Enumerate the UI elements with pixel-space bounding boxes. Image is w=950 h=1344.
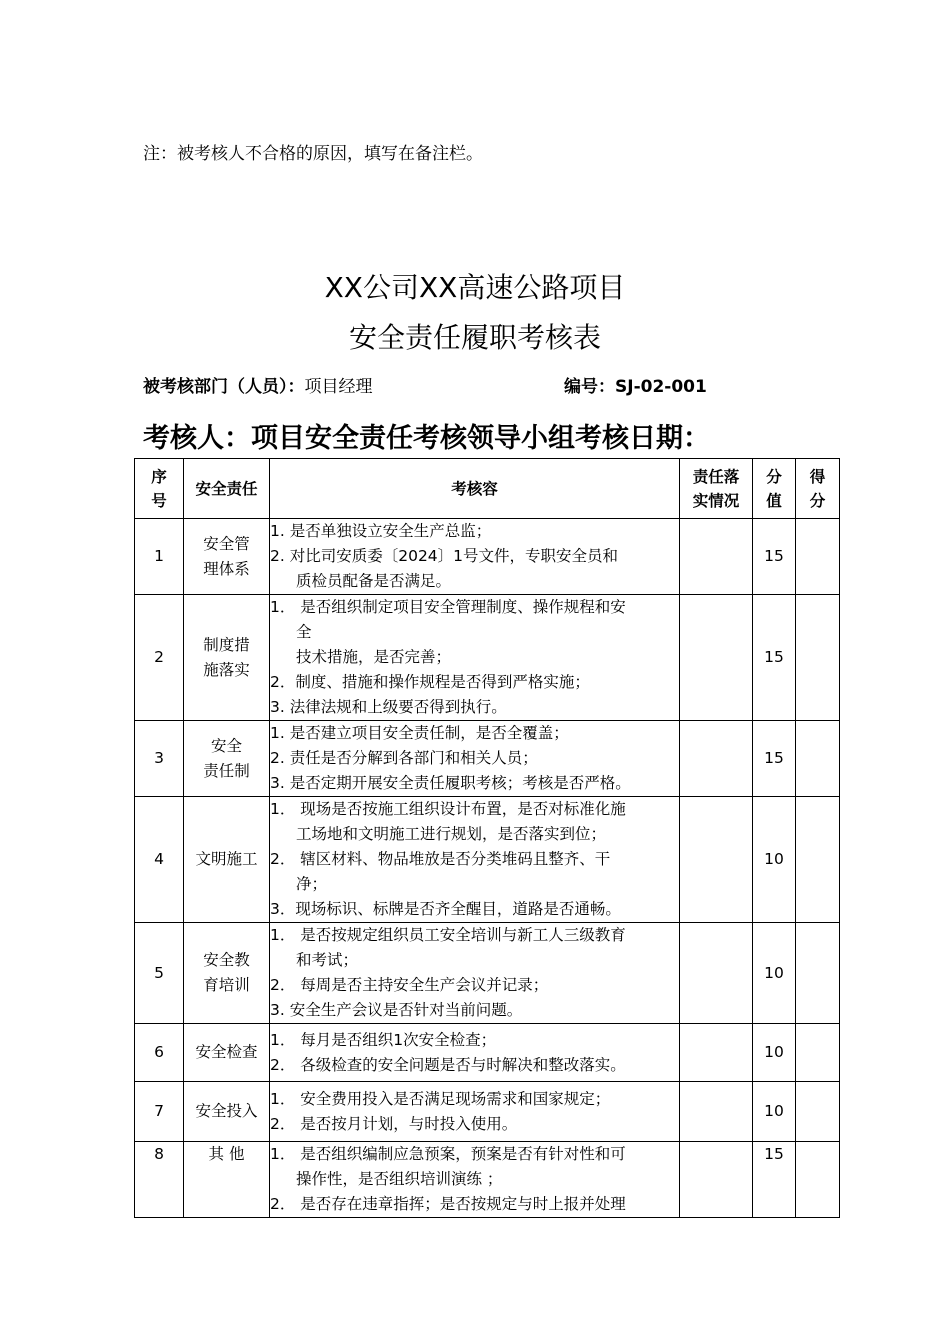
content-line: 2． 是否存在违章指挥；是否按规定与时上报并处理 [270,1195,626,1213]
content-line: 3. 法律法规和上级要否得到执行。 [270,698,507,716]
score-got-cell[interactable] [796,797,840,923]
content-line: 技术措施，是否完善； [296,648,452,666]
row-content [270,1142,680,1218]
row-duty: 安全管 理体系 [184,519,270,595]
content-line: 2． 各级检查的安全问题是否与时解决和整改落实。 [270,1055,626,1074]
score-got-cell[interactable] [796,1142,840,1218]
content-line: 全 [296,623,312,641]
footnote: 注：被考核人不合格的原因，填写在备注栏。 [143,144,483,164]
row-duty: 制度措 施落实 [184,595,270,721]
row-seq: 2 [135,595,184,721]
content-line: 1． 是否组织制定项目安全管理制度、操作规程和安 [270,598,626,616]
implementation-cell[interactable] [680,1082,753,1142]
header-implementation: 责任落 实情况 [680,459,753,519]
row-content [270,595,680,721]
department-label: 被考核部门（人员）： [143,377,305,397]
content-line: 工场地和文明施工进行规划，是否落实到位； [296,825,607,843]
score-value: 10 [753,923,796,1024]
score-got-cell[interactable] [796,923,840,1024]
content-line: 1． 现场是否按施工组织设计布置，是否对标准化施 [270,800,626,818]
table-row [135,1024,840,1082]
score-got-cell[interactable] [796,1082,840,1142]
content-line: 1. 是否单独设立安全生产总监； [270,522,492,540]
score-value: 15 [753,1142,796,1218]
implementation-cell[interactable] [680,1024,753,1082]
content-line: 2. 责任是否分解到各部门和相关人员； [270,749,538,767]
row-duty: 文明施工 [184,797,270,923]
score-value: 15 [753,519,796,595]
score-got-cell[interactable] [796,595,840,721]
form-code: 编号：SJ-02-001 [564,377,707,397]
row-duty: 安全 责任制 [184,721,270,797]
content-line: 1． 每月是否组织1次安全检查； [270,1030,497,1049]
row-seq: 5 [135,923,184,1024]
assessor-line: 考核人：项目安全责任考核领导小组考核日期： [143,423,710,454]
content-line: 质检员配备是否满足。 [296,572,452,590]
header-score-got: 得 分 [796,459,840,519]
score-value: 10 [753,1024,796,1082]
content-line: 2． 辖区材料、物品堆放是否分类堆码且整齐、干 [270,850,611,868]
table-row [135,519,840,595]
title-line-2: 安全责任履职考核表 [348,321,601,354]
implementation-cell[interactable] [680,923,753,1024]
header-duty: 安全责任 [184,459,270,519]
score-got-cell[interactable] [796,519,840,595]
row-duty: 其 他 [184,1142,270,1218]
title-line-1: XX公司XX高速公路项目 [324,271,626,304]
row-seq: 7 [135,1082,184,1142]
content-line: 2. 对比司安质委〔2024〕1号文件，专职安全员和 [270,547,619,565]
table-row [135,923,840,1024]
header-content: 考核容 [270,459,680,519]
content-line: 1． 安全费用投入是否满足现场需求和国家规定； [270,1089,611,1108]
content-line: 1． 是否按规定组织员工安全培训与新工人三级教育 [270,926,626,944]
content-line: 3. 是否定期开展安全责任履职考核；考核是否严格。 [270,774,631,792]
content-line: 1． 是否组织编制应急预案，预案是否有针对性和可 [270,1145,626,1163]
content-line: 2． 是否按月计划，与时投入使用。 [270,1114,518,1133]
row-content [270,519,680,595]
score-value: 10 [753,1082,796,1142]
assessment-table [134,458,840,1218]
implementation-cell[interactable] [680,595,753,721]
row-seq: 4 [135,797,184,923]
content-line: 和考试； [296,951,359,969]
content-line: 2． 每周是否主持安全生产会议并记录； [270,976,549,994]
score-value: 15 [753,595,796,721]
row-duty: 安全检查 [184,1024,270,1082]
implementation-cell[interactable] [680,797,753,923]
implementation-cell[interactable] [680,721,753,797]
content-line: 操作性，是否组织培训演练 ； [296,1170,503,1188]
table-header-row [135,459,840,519]
department-value: 项目经理 [304,377,373,397]
row-seq: 8 [135,1142,184,1218]
table-row [135,721,840,797]
content-line: 3．现场标识、标牌是否齐全醒目，道路是否通畅。 [270,900,621,918]
table-row [135,595,840,721]
implementation-cell[interactable] [680,1142,753,1218]
implementation-cell[interactable] [680,519,753,595]
score-value: 10 [753,797,796,923]
score-got-cell[interactable] [796,1024,840,1082]
content-line: 3. 安全生产会议是否针对当前问题。 [270,1001,523,1019]
row-seq: 1 [135,519,184,595]
row-content [270,923,680,1024]
row-content [270,721,680,797]
header-score-value: 分 值 [753,459,796,519]
row-seq: 6 [135,1024,184,1082]
table-row [135,797,840,923]
score-value: 15 [753,721,796,797]
row-content [270,1024,680,1082]
header-seq: 序 号 [135,459,184,519]
table-row [135,1082,840,1142]
assessed-department [143,372,373,397]
content-line: 净； [296,875,328,893]
row-duty: 安全教 育培训 [184,923,270,1024]
table-row [135,1142,840,1218]
content-line: 1. 是否建立项目安全责任制，是否全覆盖； [270,724,569,742]
score-got-cell[interactable] [796,721,840,797]
row-duty: 安全投入 [184,1082,270,1142]
row-seq: 3 [135,721,184,797]
content-line: 2．制度、措施和操作规程是否得到严格实施； [270,673,590,691]
row-content [270,1082,680,1142]
row-content [270,797,680,923]
